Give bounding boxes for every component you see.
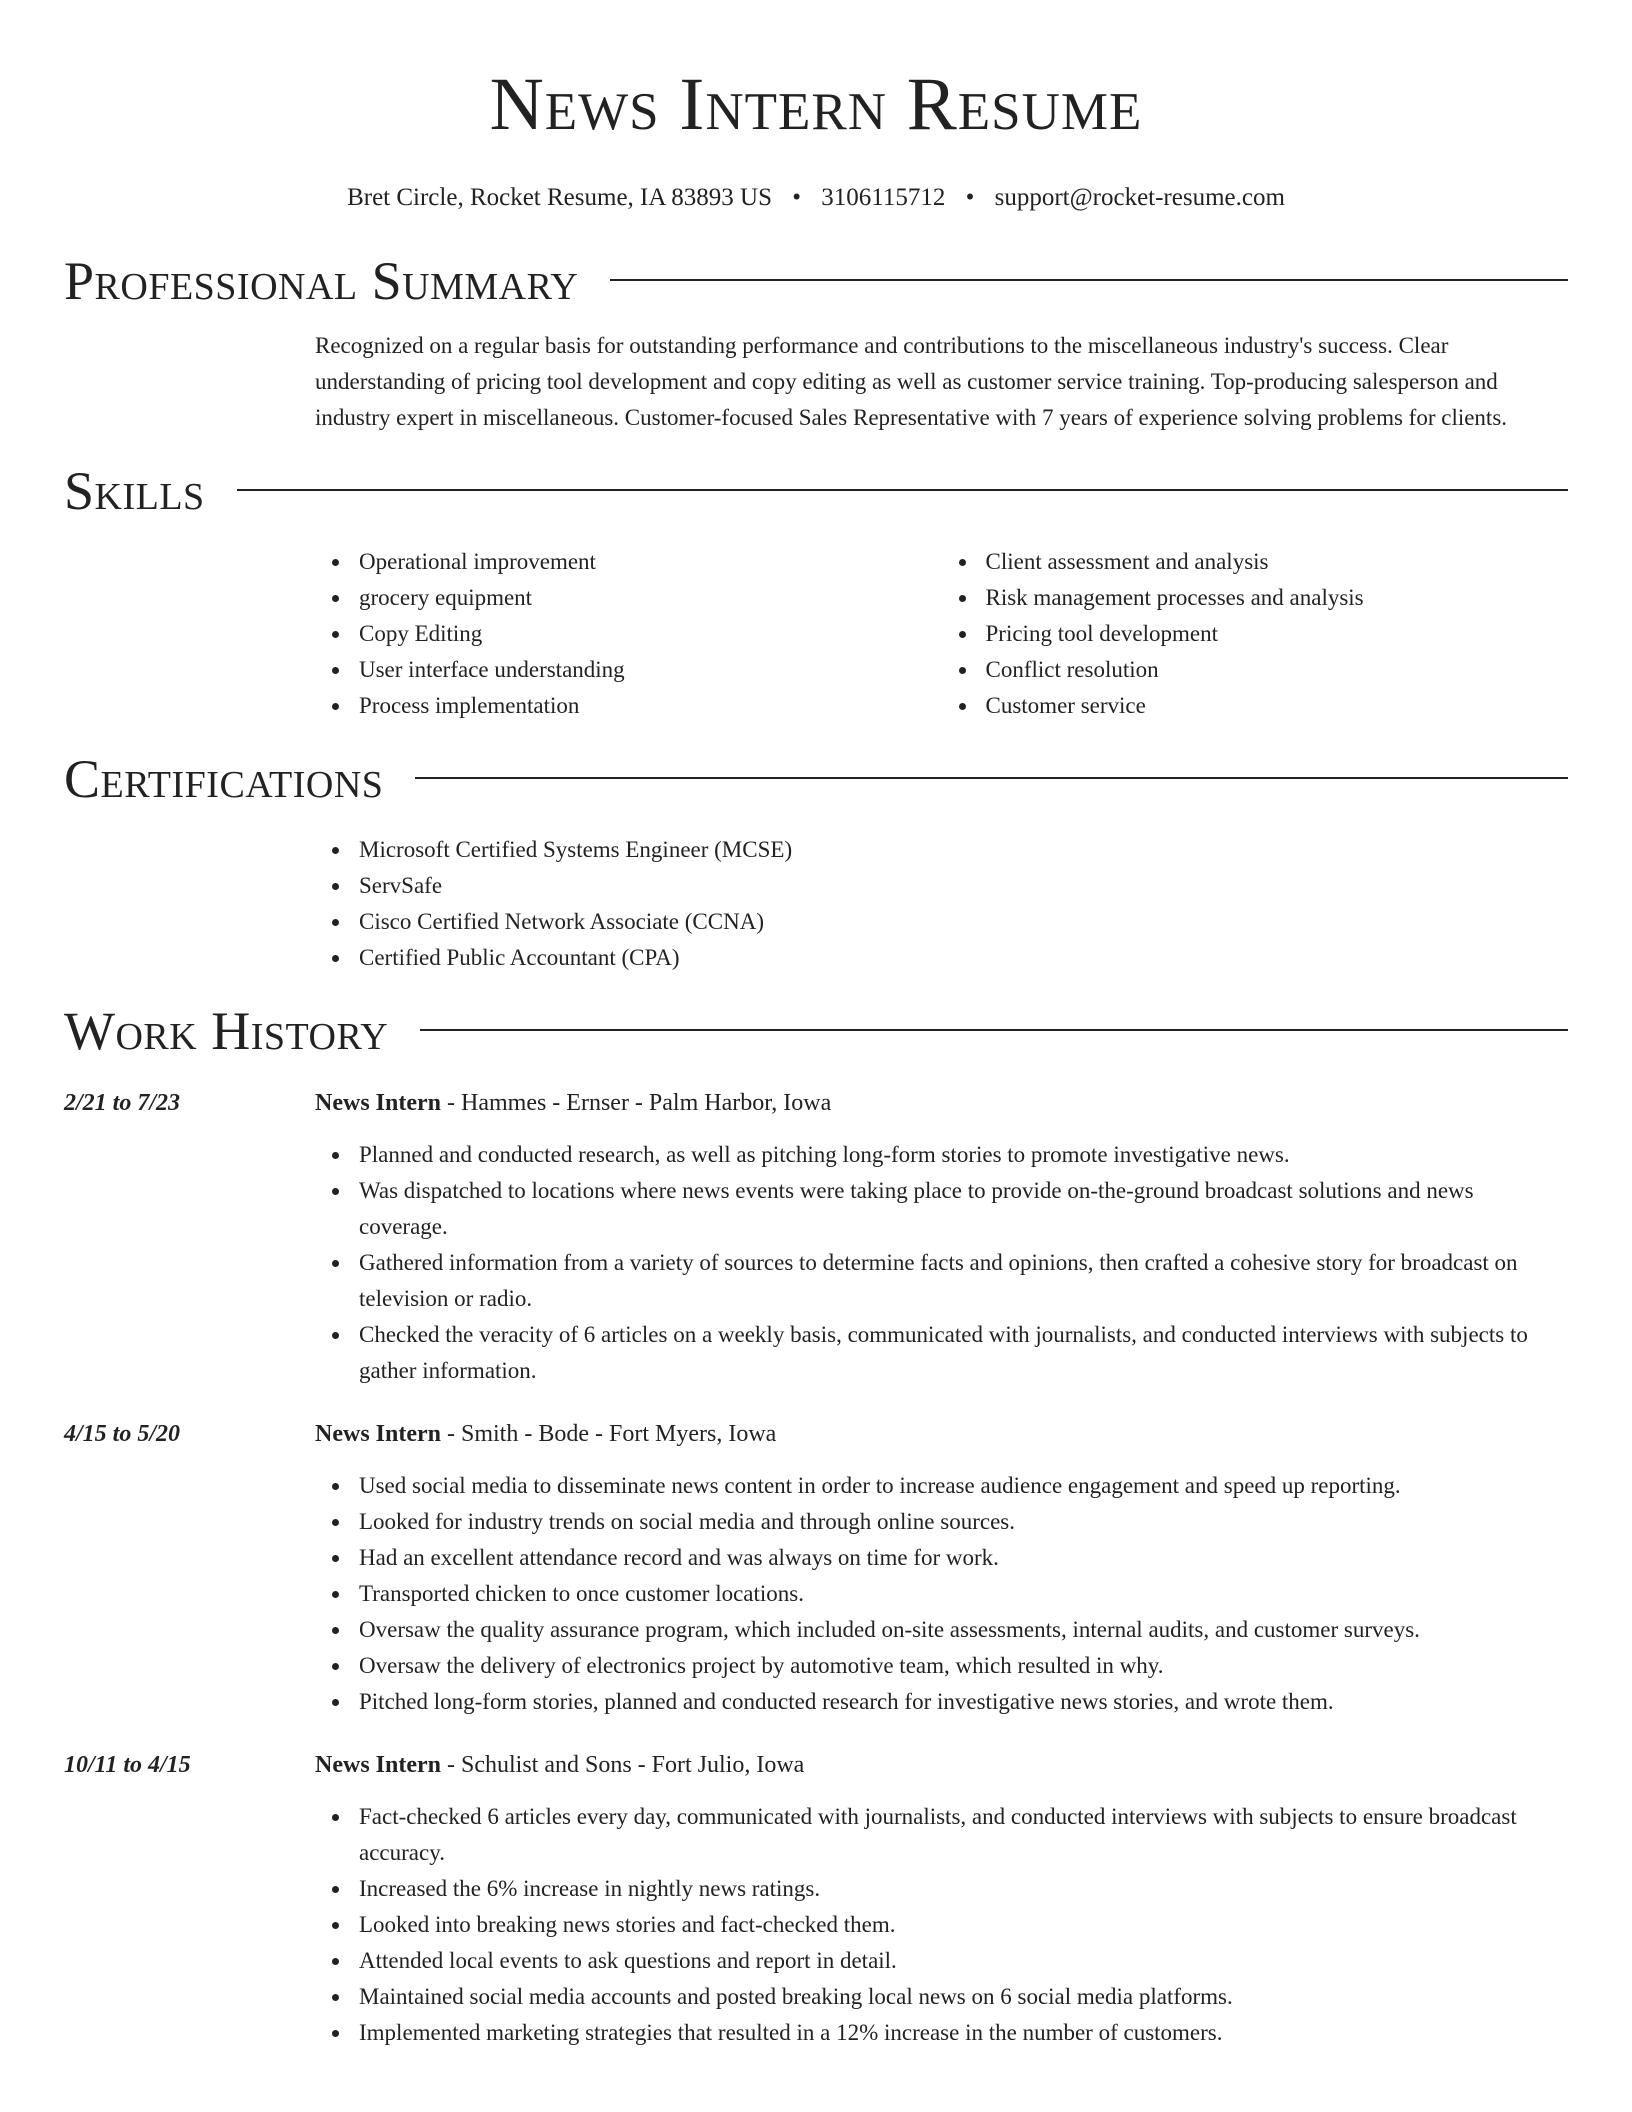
skills-column-right: [942, 544, 1569, 724]
job-entry: [64, 1417, 1568, 1720]
contact-line: [64, 182, 1568, 214]
skill-item: Pricing tool development: [986, 616, 1569, 652]
section-divider: [415, 777, 1568, 779]
work-history-section-header: [64, 998, 1568, 1064]
job-bullets: [315, 1468, 1568, 1720]
job-company: - Smith - Bode - Fort Myers, Iowa: [441, 1421, 777, 1447]
job-bullet: Planned and conducted research, as well as pitching long-form stories to promote investigative news.: [359, 1137, 1568, 1173]
skill-item: Copy Editing: [359, 616, 942, 652]
summary-section-header: [64, 248, 1568, 314]
resume-title: News Intern Resume: [489, 63, 1143, 146]
skill-item: Customer service: [986, 688, 1569, 724]
job-title-line: [315, 1417, 1568, 1451]
skills-column-left: [315, 544, 942, 724]
job-bullet: Was dispatched to locations where news events were taking place to provide on-the-ground broadcast solutions and news coverage.: [359, 1173, 1568, 1245]
job-bullet: Looked into breaking news stories and fact-checked them.: [359, 1907, 1568, 1943]
job-bullet: Maintained social media accounts and posted breaking local news on 6 social media platforms.: [359, 1979, 1568, 2015]
job-bullet: Increased the 6% increase in nightly news ratings.: [359, 1871, 1568, 1907]
job-bullets: [315, 1137, 1568, 1389]
skill-item: Risk management processes and analysis: [986, 580, 1569, 616]
job-company: - Hammes - Ernser - Palm Harbor, Iowa: [441, 1090, 832, 1116]
certifications-section-header: [64, 746, 1568, 812]
job-title: News Intern: [315, 1421, 441, 1447]
job-dates: 4/15 to 5/20: [64, 1421, 181, 1447]
job-bullet: Gathered information from a variety of sources to determine facts and opinions, then crafted a cohesive story for broadcast on television or radio.: [359, 1245, 1568, 1317]
job-bullet: Oversaw the delivery of electronics project by automotive team, which resulted in why.: [359, 1648, 1568, 1684]
skill-item: grocery equipment: [359, 580, 942, 616]
skill-item: User interface understanding: [359, 652, 942, 688]
certification-item: ServSafe: [359, 868, 1568, 904]
job-entry: [64, 1748, 1568, 2051]
job-bullet: Implemented marketing strategies that resulted in a 12% increase in the number of customers.: [359, 2015, 1568, 2051]
job-bullet: Checked the veracity of 6 articles on a weekly basis, communicated with journalists, and conducted interviews with subjects to gather information.: [359, 1317, 1568, 1389]
section-divider: [610, 279, 1568, 281]
contact-address: Bret Circle, Rocket Resume, IA 83893 US: [347, 184, 773, 211]
work-history-heading: Work History: [64, 1001, 389, 1061]
contact-email: support@rocket-resume.com: [994, 184, 1285, 211]
job-title-line: [315, 1748, 1568, 1782]
job-bullet: Looked for industry trends on social media and through online sources.: [359, 1504, 1568, 1540]
summary-text: Recognized on a regular basis for outstanding performance and contributions to the miscellaneous industry's success. Clear understanding of pricing tool development and copy editing as well as customer service training. Top-producing salesperson and industry expert in miscellaneous. Customer-focused Sales Representative with 7 years of experience solving problems for clients.: [315, 333, 1508, 430]
job-dates: 10/11 to 4/15: [64, 1752, 191, 1778]
skill-item: Process implementation: [359, 688, 942, 724]
certifications-list: [315, 832, 1568, 976]
job-bullet: Oversaw the quality assurance program, which included on-site assessments, internal audits, and customer surveys.: [359, 1612, 1568, 1648]
skills-list: [315, 544, 1568, 724]
contact-separator: •: [965, 184, 975, 211]
skills-heading: Skills: [64, 461, 205, 521]
certification-item: Cisco Certified Network Associate (CCNA): [359, 904, 1568, 940]
job-bullet: Attended local events to ask questions and report in detail.: [359, 1943, 1568, 1979]
job-bullets: [315, 1799, 1568, 2051]
certifications-heading: Certifications: [64, 749, 384, 809]
job-entry: [64, 1086, 1568, 1389]
job-title-line: [315, 1086, 1568, 1120]
skill-item: Client assessment and analysis: [986, 544, 1569, 580]
resume-page: [64, 0, 1568, 2051]
section-divider: [420, 1029, 1568, 1031]
certification-item: Microsoft Certified Systems Engineer (MCSE): [359, 832, 1568, 868]
section-divider: [237, 489, 1568, 491]
job-bullet: Transported chicken to once customer locations.: [359, 1576, 1568, 1612]
skills-section-header: [64, 458, 1568, 524]
certification-item: Certified Public Accountant (CPA): [359, 940, 1568, 976]
job-title: News Intern: [315, 1752, 441, 1778]
job-bullet: Fact-checked 6 articles every day, communicated with journalists, and conducted interviews with subjects to ensure broadcast accuracy.: [359, 1799, 1568, 1871]
skill-item: Operational improvement: [359, 544, 942, 580]
contact-phone: 3106115712: [821, 184, 946, 211]
job-bullet: Had an excellent attendance record and was always on time for work.: [359, 1540, 1568, 1576]
skill-item: Conflict resolution: [986, 652, 1569, 688]
job-title: News Intern: [315, 1090, 441, 1116]
job-company: - Schulist and Sons - Fort Julio, Iowa: [441, 1752, 805, 1778]
job-bullet: Pitched long-form stories, planned and conducted research for investigative news stories, and wrote them.: [359, 1684, 1568, 1720]
job-dates: 2/21 to 7/23: [64, 1090, 181, 1116]
summary-heading: Professional Summary: [64, 251, 579, 311]
job-bullet: Used social media to disseminate news content in order to increase audience engagement and speed up reporting.: [359, 1468, 1568, 1504]
contact-separator: •: [792, 184, 802, 211]
